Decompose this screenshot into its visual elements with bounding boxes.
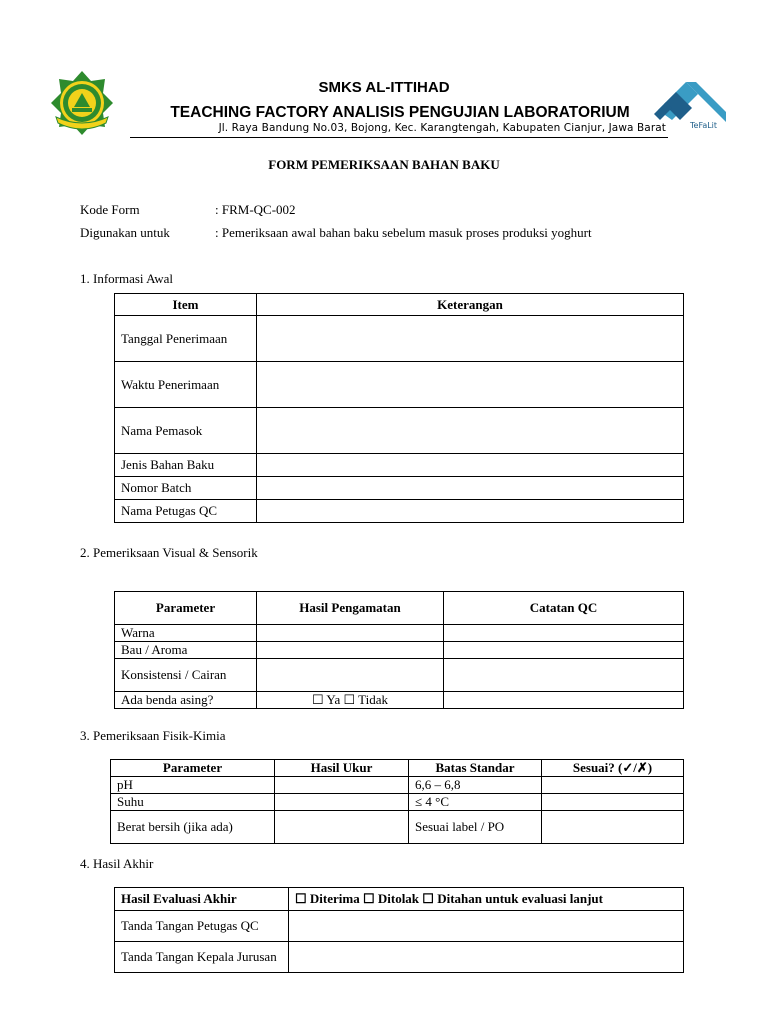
table-informasi-awal <box>114 293 684 523</box>
input-cell[interactable] <box>257 362 684 408</box>
input-cell[interactable] <box>275 794 409 811</box>
input-cell[interactable] <box>275 777 409 794</box>
row-label: pH <box>111 777 275 794</box>
input-cell[interactable] <box>257 316 684 362</box>
row-label: Tanda Tangan Kepala Jurusan <box>115 942 289 973</box>
table-row <box>115 362 684 408</box>
tefa-logo-text: TeFaLit <box>690 121 718 130</box>
meta-label-kode: Kode Form <box>80 202 140 217</box>
section-2-title: 2. Pemeriksaan Visual & Sensorik <box>80 545 258 560</box>
col-header-keterangan: Keterangan <box>257 294 684 316</box>
table-row <box>115 888 684 911</box>
col-header-hasil-pengamatan: Hasil Pengamatan <box>257 592 444 625</box>
section-1-title: 1. Informasi Awal <box>80 271 174 286</box>
section-3-title: 3. Pemeriksaan Fisik-Kimia <box>80 728 226 743</box>
table-row <box>115 911 684 942</box>
input-cell[interactable] <box>444 692 684 709</box>
standard-value: Sesuai label / PO <box>409 811 542 844</box>
table-hasil-akhir <box>114 887 684 973</box>
table-row <box>115 625 684 642</box>
meta-value-digunakan: : Pemeriksaan awal bahan baku sebelum masuk proses produksi yoghurt <box>215 225 592 240</box>
table-row <box>115 477 684 500</box>
table-row <box>111 811 684 844</box>
row-label: Konsistensi / Cairan <box>115 659 257 692</box>
header-divider <box>130 137 668 138</box>
row-label: Nomor Batch <box>115 477 257 500</box>
table-row <box>115 942 684 973</box>
col-header-parameter: Parameter <box>111 760 275 777</box>
table-row <box>115 659 684 692</box>
row-label: Hasil Evaluasi Akhir <box>115 888 289 911</box>
table-row <box>115 500 684 523</box>
table-row <box>111 777 684 794</box>
table-fisik-kimia <box>110 759 684 844</box>
input-cell[interactable] <box>257 500 684 523</box>
col-header-batas-standar: Batas Standar <box>409 760 542 777</box>
row-label: Ada benda asing? <box>115 692 257 709</box>
checkbox-hasil-evaluasi[interactable]: ☐ Diterima ☐ Ditolak ☐ Ditahan untuk evaluasi lanjut <box>289 888 684 911</box>
input-cell[interactable] <box>257 625 444 642</box>
section-4-title: 4. Hasil Akhir <box>80 856 154 871</box>
input-cell[interactable] <box>542 777 684 794</box>
row-label: Berat bersih (jika ada) <box>111 811 275 844</box>
row-label: Tanda Tangan Petugas QC <box>115 911 289 942</box>
signature-cell[interactable] <box>289 911 684 942</box>
signature-cell[interactable] <box>289 942 684 973</box>
table-row <box>111 794 684 811</box>
standard-value: ≤ 4 °C <box>409 794 542 811</box>
meta-label-digunakan: Digunakan untuk <box>80 225 170 240</box>
table-row <box>115 316 684 362</box>
standard-value: 6,6 – 6,8 <box>409 777 542 794</box>
checkbox-ya-tidak[interactable]: ☐ Ya ☐ Tidak <box>257 692 444 709</box>
table-row <box>115 692 684 709</box>
input-cell[interactable] <box>257 454 684 477</box>
row-label: Nama Pemasok <box>115 408 257 454</box>
form-title: FORM PEMERIKSAAN BAHAN BAKU <box>268 157 500 172</box>
school-address: Jl. Raya Bandung No.03, Bojong, Kec. Karangtengah, Kabupaten Cianjur, Jawa Barat <box>218 122 666 134</box>
col-header-parameter: Parameter <box>115 592 257 625</box>
col-header-hasil-ukur: Hasil Ukur <box>275 760 409 777</box>
input-cell[interactable] <box>257 659 444 692</box>
row-label: Tanggal Penerimaan <box>115 316 257 362</box>
row-label: Jenis Bahan Baku <box>115 454 257 477</box>
table-row <box>115 454 684 477</box>
input-cell[interactable] <box>542 794 684 811</box>
input-cell[interactable] <box>542 811 684 844</box>
input-cell[interactable] <box>444 659 684 692</box>
row-label: Nama Petugas QC <box>115 500 257 523</box>
input-cell[interactable] <box>257 477 684 500</box>
row-label: Warna <box>115 625 257 642</box>
table-visual-sensorik <box>114 591 684 709</box>
meta-value-kode: : FRM-QC-002 <box>215 202 296 217</box>
input-cell[interactable] <box>444 642 684 659</box>
input-cell[interactable] <box>257 408 684 454</box>
row-label: Suhu <box>111 794 275 811</box>
row-label: Bau / Aroma <box>115 642 257 659</box>
school-name: SMKS AL-ITTIHAD <box>318 79 450 96</box>
col-header-sesuai: Sesuai? (✓/✗) <box>542 760 684 777</box>
unit-name: TEACHING FACTORY ANALISIS PENGUJIAN LABORATORIUM <box>170 104 630 121</box>
row-label: Waktu Penerimaan <box>115 362 257 408</box>
input-cell[interactable] <box>275 811 409 844</box>
col-header-item: Item <box>115 294 257 316</box>
input-cell[interactable] <box>444 625 684 642</box>
table-row <box>115 642 684 659</box>
col-header-catatan-qc: Catatan QC <box>444 592 684 625</box>
table-row <box>115 408 684 454</box>
input-cell[interactable] <box>257 642 444 659</box>
